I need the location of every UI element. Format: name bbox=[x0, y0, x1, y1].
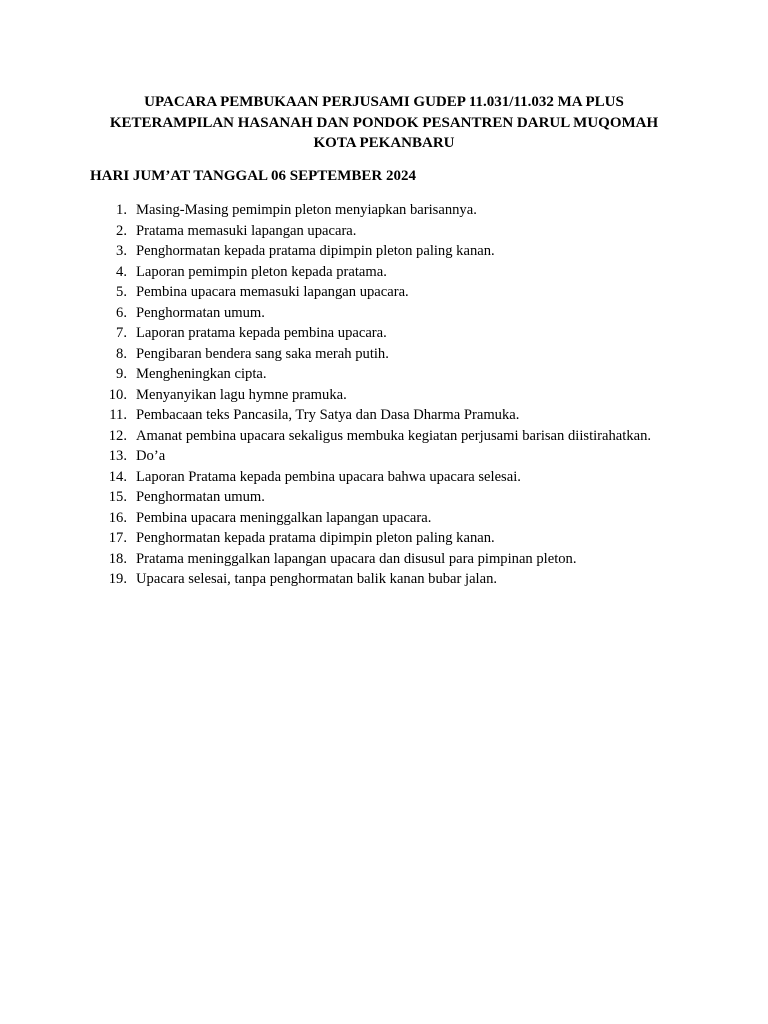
list-item-text: Pratama memasuki lapangan upacara. bbox=[136, 222, 357, 239]
list-item-text: Pembina upacara memasuki lapangan upacara. bbox=[136, 284, 409, 300]
ceremony-steps-list bbox=[90, 200, 710, 590]
list-item-text: Laporan pemimpin pleton kepada pratama. bbox=[136, 263, 387, 280]
list-item-number: 11. bbox=[109, 407, 127, 423]
list-item bbox=[90, 446, 710, 467]
list-item-number: 5. bbox=[116, 284, 127, 300]
list-item bbox=[90, 221, 710, 242]
list-item-number: 3. bbox=[116, 243, 127, 259]
list-item-text: Pratama meninggalkan lapangan upacara dan disusul para pimpinan pleton. bbox=[136, 550, 577, 567]
list-item bbox=[90, 426, 710, 447]
list-item bbox=[90, 487, 710, 508]
list-item-text: Penghormatan kepada pratama dipimpin pleton paling kanan. bbox=[136, 243, 495, 259]
list-item-number: 15. bbox=[108, 489, 127, 505]
list-item-text: Mengheningkan cipta. bbox=[136, 366, 267, 382]
list-item bbox=[90, 467, 710, 488]
list-item-number: 8. bbox=[116, 345, 127, 362]
list-item-text: Upacara selesai, tanpa penghormatan balik kanan bubar jalan. bbox=[136, 571, 498, 587]
list-item-number: 4. bbox=[116, 263, 127, 280]
list-item-number: 9. bbox=[116, 366, 127, 382]
list-item-number: 1. bbox=[116, 202, 127, 218]
list-item-text: Amanat pembina upacara sekaligus membuka kegiatan perjusami barisan diistirahatkan. bbox=[136, 427, 652, 444]
list-item bbox=[90, 200, 710, 221]
list-item-number: 18. bbox=[108, 550, 127, 567]
list-item bbox=[90, 528, 710, 549]
list-item bbox=[90, 569, 710, 590]
list-item-number: 19. bbox=[108, 571, 127, 587]
list-item bbox=[90, 385, 710, 406]
list-item-number: 6. bbox=[116, 304, 127, 321]
list-item-text: Masing-Masing pemimpin pleton menyiapkan barisannya. bbox=[136, 202, 477, 218]
list-item-text: Penghormatan umum. bbox=[136, 304, 265, 321]
list-item-text: Laporan pratama kepada pembina upacara. bbox=[136, 325, 387, 341]
list-item bbox=[90, 405, 710, 426]
list-item bbox=[90, 323, 710, 344]
list-item-text: Menyanyikan lagu hymne pramuka. bbox=[136, 386, 347, 403]
list-item bbox=[90, 508, 710, 529]
list-item bbox=[90, 344, 710, 365]
title-line: KETERAMPILAN HASANAH DAN PONDOK PESANTREN DARUL MUQOMAH bbox=[109, 114, 659, 131]
list-item-number: 2. bbox=[116, 222, 127, 239]
list-item-text: Laporan Pratama kepada pembina upacara bahwa upacara selesai. bbox=[136, 468, 521, 485]
list-item-text: Do’a bbox=[136, 448, 166, 464]
list-item-text: Pengibaran bendera sang saka merah putih. bbox=[136, 345, 389, 362]
list-item bbox=[90, 282, 710, 303]
title-line: UPACARA PEMBUKAAN PERJUSAMI GUDEP 11.031/11.032 MA PLUS bbox=[144, 94, 624, 110]
list-item bbox=[90, 303, 710, 324]
list-item-text: Penghormatan kepada pratama dipimpin pleton paling kanan. bbox=[136, 530, 495, 546]
list-item-text: Pembacaan teks Pancasila, Try Satya dan Dasa Dharma Pramuka. bbox=[136, 407, 520, 423]
list-item bbox=[90, 262, 710, 283]
list-item-number: 10. bbox=[108, 386, 127, 403]
list-item bbox=[90, 364, 710, 385]
list-item bbox=[90, 241, 710, 262]
list-item-number: 17. bbox=[108, 530, 127, 546]
title-line: KOTA PEKANBARU bbox=[313, 135, 455, 151]
list-item-number: 12. bbox=[108, 427, 127, 444]
list-item bbox=[90, 549, 710, 570]
list-item-text: Penghormatan umum. bbox=[136, 489, 265, 505]
document-title bbox=[90, 92, 678, 154]
list-item-number: 14. bbox=[108, 468, 127, 485]
list-item-number: 16. bbox=[108, 509, 127, 526]
list-item-number: 7. bbox=[116, 325, 127, 341]
date-heading: HARI JUM’AT TANGGAL 06 SEPTEMBER 2024 bbox=[90, 168, 417, 184]
list-item-number: 13. bbox=[108, 448, 127, 464]
list-item-text: Pembina upacara meninggalkan lapangan upacara. bbox=[136, 509, 432, 526]
